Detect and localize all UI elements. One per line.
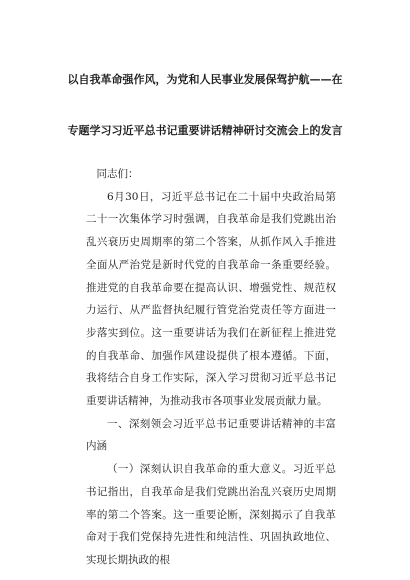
paragraph-intro: 6月30日，习近平总书记在二十届中央政治局第二十一次集体学习时强调，自我革命是我们党跳出治乱兴衰历史周期率的第二个答案，从抓作风入手推进全面从严治党是新时代党的自我革命一条重要经验。推进党的自我革命要在提高认识、增强党性、规范权力运行、从严监督执纪履行管党治党责任等方面进一步落实到位。这一重要讲话为我们在新征程上推进党的自我革命、加强作风建设提供了根本遵循。下面，我将结合自身工作实际，深入学习贯彻习近平总书记重要讲话精神，为推动我市各项事业发展贡献力量。 <box>86 190 336 408</box>
document-title: 以自我革命强作风，为党和人民事业发展保驾护航——在 <box>67 73 343 86</box>
document-subtitle: 专题学习习近平总书记重要讲话精神研讨交流会上的发言 <box>67 124 343 137</box>
paragraph-section-1-1: （一）深刻认识自我革命的重大意义。习近平总书记指出，自我革命是我们党跳出治乱兴衰历史周期率的第二个答案。这一重要论断，深刻揭示了自我革命对于我们党保持先进性和纯洁性、巩固执政地位、实现长期执政的根 <box>86 463 336 566</box>
section-heading-1: 一、深刻领会习近平总书记重要讲话精神的丰富内涵 <box>86 417 336 453</box>
document-body <box>86 163 336 572</box>
salutation: 同志们： <box>96 168 139 180</box>
